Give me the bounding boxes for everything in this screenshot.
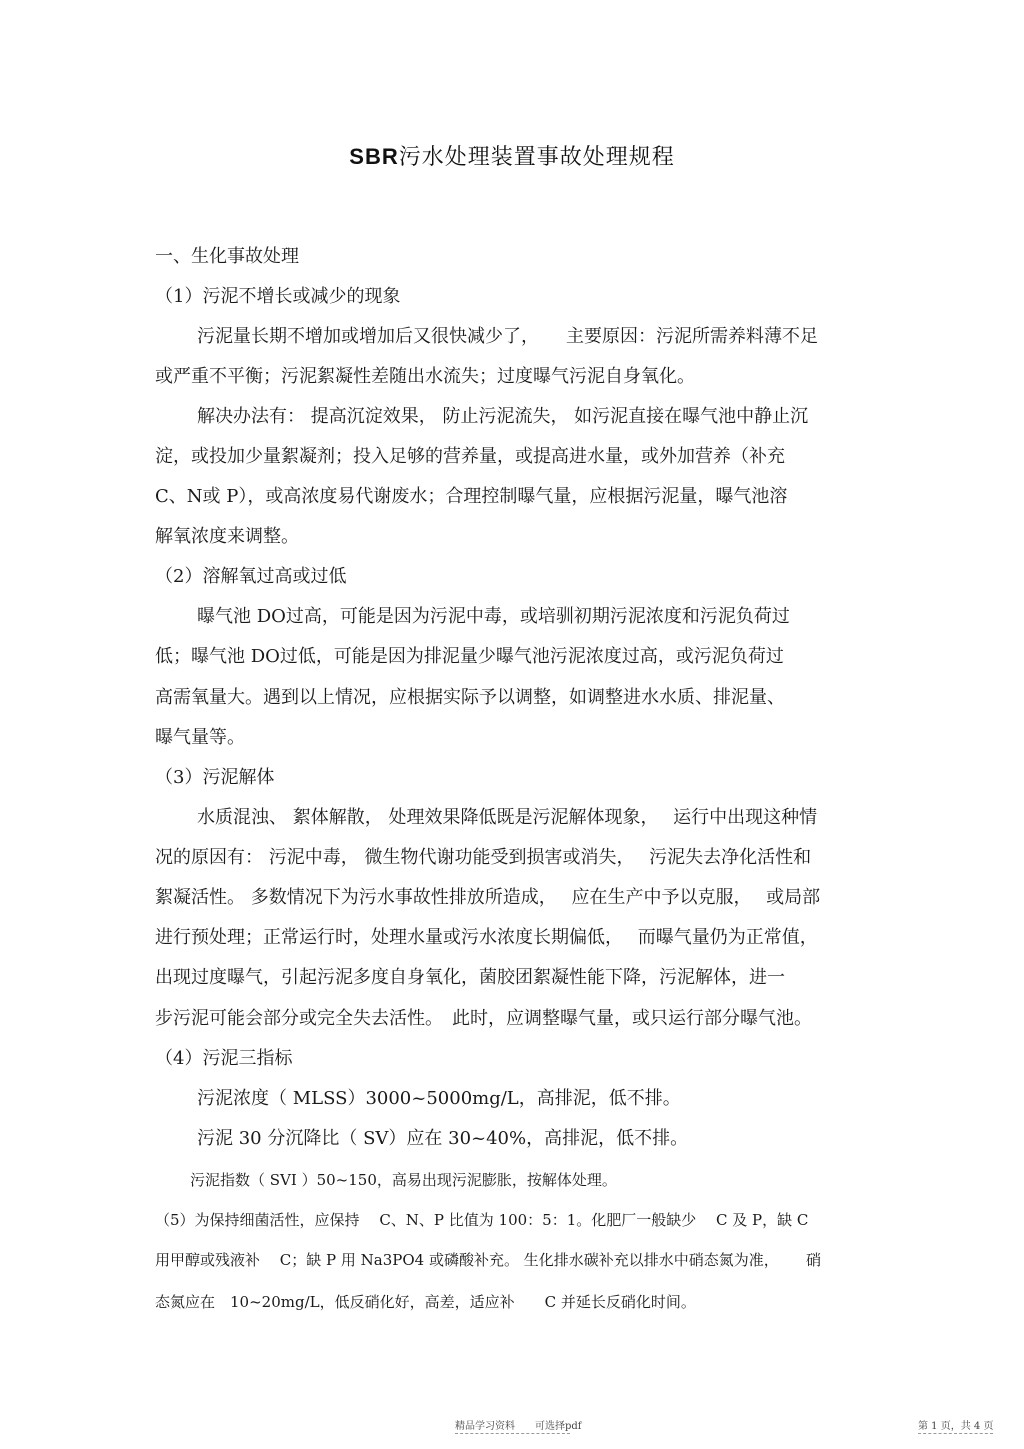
paragraph-line: 低；曝气池 DO过低，可能是因为排泥量少曝气池污泥浓度过高，或污泥负荷过 (155, 646, 784, 667)
paragraph-line: 态氮应在 10~20mg/L，低反硝化好，高差，适应补 C 并延长反硝化时间。 (155, 1293, 696, 1311)
paragraph-line: 絮凝活性。 多数情况下为污水事故性排放所造成， 应在生产中予以克服， 或局部 (155, 887, 821, 908)
title-prefix: SBR (349, 144, 399, 169)
title-text: 污水处理装置事故处理规程 (398, 145, 675, 170)
subsection-heading: （2）溶解氧过高或过低 (155, 566, 347, 587)
paragraph-line: 解氧浓度来调整。 (155, 526, 299, 547)
paragraph-line: 污泥 30 分沉降比（ SV）应在 30~40%，高排泥，低不排。 (197, 1128, 689, 1149)
paragraph-line: 况的原因有： 污泥中毒， 微生物代谢功能受到损害或消失， 污泥失去净化活性和 (155, 847, 812, 868)
paragraph-line: C、N或 P），或高浓度易代谢废水；合理控制曝气量，应根据污泥量，曝气池溶 (155, 486, 788, 507)
paragraph-line: 进行预处理；正常运行时，处理水量或污水浓度长期偏低， 而曝气量仍为正常值， (155, 927, 818, 948)
paragraph-line: 步污泥可能会部分或完全失去活性。 此时，应调整曝气量，或只运行部分曝气池。 (155, 1008, 812, 1029)
footer-note: 精品学习资料 可选择pdf (455, 1421, 582, 1432)
paragraph-line: 污泥指数（ SVI ）50~150，高易出现污泥膨胀，按解体处理。 (190, 1171, 617, 1189)
document-title (0, 140, 1024, 171)
paragraph-line: 解决办法有： 提高沉淀效果， 防止污泥流失， 如污泥直接在曝气池中静止沉 (197, 406, 809, 427)
paragraph-line: 曝气量等。 (155, 727, 245, 748)
paragraph-line: 高需氧量大。遇到以上情况，应根据实际予以调整，如调整进水水质、排泥量、 (155, 687, 785, 708)
subsection-heading: （3）污泥解体 (155, 767, 275, 788)
subsection-heading: （1）污泥不增长或减少的现象 (155, 286, 401, 307)
paragraph-line: 污泥量长期不增加或增加后又很快减少了， 主要原因：污泥所需养料薄不足 (197, 326, 818, 347)
page-number: 第 1 页，共 4 页 (918, 1421, 994, 1432)
paragraph-line: （5）为保持细菌活性，应保持 C、N、P 比值为 100：5：1。化肥厂一般缺少 C 及 P，缺 C (155, 1211, 809, 1229)
paragraph-line: 曝气池 DO过高，可能是因为污泥中毒，或培驯初期污泥浓度和污泥负荷过 (197, 606, 790, 627)
paragraph-line: 污泥浓度（ MLSS）3000~5000mg/L，高排泥，低不排。 (197, 1088, 681, 1109)
paragraph-line: 水质混浊、 絮体解散， 处理效果降低既是污泥解体现象， 运行中出现这种情 (197, 807, 818, 828)
footer-divider (918, 1433, 993, 1434)
paragraph-line: 淀，或投加少量絮凝剂；投入足够的营养量，或提高进水量，或外加营养（补充 (155, 446, 785, 467)
footer-divider (455, 1433, 570, 1434)
section-heading: 一、生化事故处理 (155, 246, 299, 267)
paragraph-line: 出现过度曝气，引起污泥多度自身氧化，菌胶团絮凝性能下降，污泥解体，进一 (155, 967, 785, 988)
paragraph-line: 或严重不平衡；污泥絮凝性差随出水流失；过度曝气污泥自身氧化。 (155, 366, 695, 387)
paragraph-line: 用甲醇或残液补 C；缺 P 用 Na3PO4 或磷酸补充。 生化排水碳补充以排水中硝态氮为准， 硝 (155, 1251, 821, 1269)
subsection-heading: （4）污泥三指标 (155, 1048, 293, 1069)
